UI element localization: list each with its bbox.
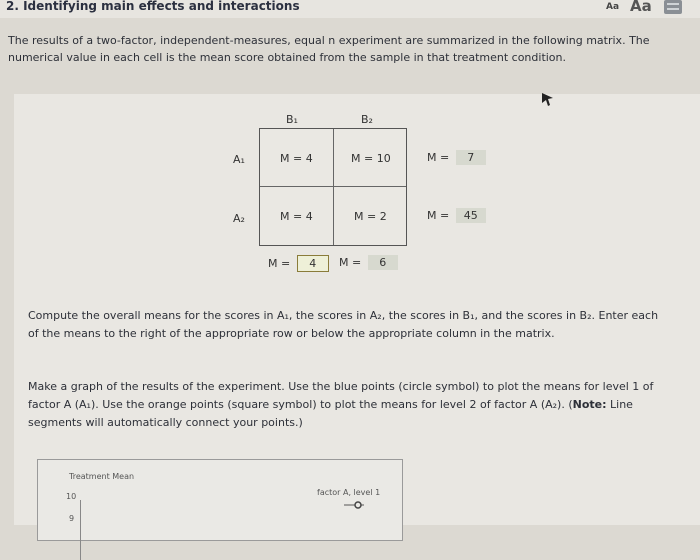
intro-text: The results of a two-factor, independent-measures, equal n experiment are summarized in the following matrix. The numerical value in each cell is the mean score obtained from the sample in that treatment condition. — [8, 34, 650, 64]
decrease-font-button[interactable]: Aa — [606, 2, 620, 12]
col-mean-b1-input[interactable]: 4 — [297, 255, 329, 272]
row-mean-label: M = — [427, 151, 450, 164]
col-mean-b1 — [268, 255, 329, 272]
print-icon[interactable] — [664, 0, 682, 14]
row-header-a1: A₁ — [233, 153, 245, 166]
question-title: 2. Identifying main effects and interactions — [6, 0, 300, 13]
increase-font-button[interactable]: Aa — [630, 0, 652, 15]
graph-instructions — [28, 378, 668, 432]
graph-instructions-part1: Make a graph of the results of the experiment. Use the blue points (circle symbol) to plot the means for level 1 of factor A (A₁). Use the orange points (square symbol) to plot the means for level 2 of factor A (A₂). ( — [28, 380, 654, 411]
y-tick-10: 10 — [66, 492, 77, 501]
compute-instructions: Compute the overall means for the scores in A₁, the scores in A₂, the scores in B₁, and the scores in B₂. Enter each of the means to the right of the appropriate row or below the appropriate column in the matrix. — [28, 309, 659, 340]
cell-a2-b1: M = 4 — [280, 210, 313, 223]
col-header-b1: B₁ — [286, 113, 298, 126]
cell-a1-b1: M = 4 — [280, 152, 313, 165]
cell-a2-b2: M = 2 — [354, 210, 387, 223]
cell-a1-b2: M = 10 — [351, 152, 391, 165]
graph-note-label: Note: — [572, 398, 607, 411]
y-axis-title: Treatment Mean — [69, 472, 135, 481]
matrix-divider-horizontal — [260, 186, 406, 187]
col-mean-label: M = — [268, 257, 291, 270]
matrix-divider-vertical — [333, 129, 334, 245]
row-mean-a2 — [427, 208, 486, 223]
row-mean-a1 — [427, 150, 486, 165]
line-with-circle-icon[interactable] — [342, 500, 366, 510]
col-header-b2: B₂ — [361, 113, 373, 126]
graph-instructions-part2: Line segments will automatically connect your points.) — [28, 398, 633, 429]
row-mean-a1-input[interactable]: 7 — [456, 150, 486, 165]
row-mean-a2-input[interactable]: 45 — [456, 208, 486, 223]
col-mean-b2-input[interactable]: 6 — [368, 255, 398, 270]
question-header — [0, 0, 700, 18]
col-mean-b2 — [339, 255, 398, 270]
graph-panel[interactable] — [37, 459, 403, 541]
y-tick-9: 9 — [69, 514, 75, 523]
y-axis — [80, 500, 81, 560]
col-mean-label: M = — [339, 256, 362, 269]
mouse-cursor-icon — [541, 92, 555, 108]
row-header-a2: A₂ — [233, 212, 245, 225]
treatment-matrix — [259, 128, 407, 246]
legend-level1-label: factor A, level 1 — [317, 488, 381, 497]
row-mean-label: M = — [427, 209, 450, 222]
